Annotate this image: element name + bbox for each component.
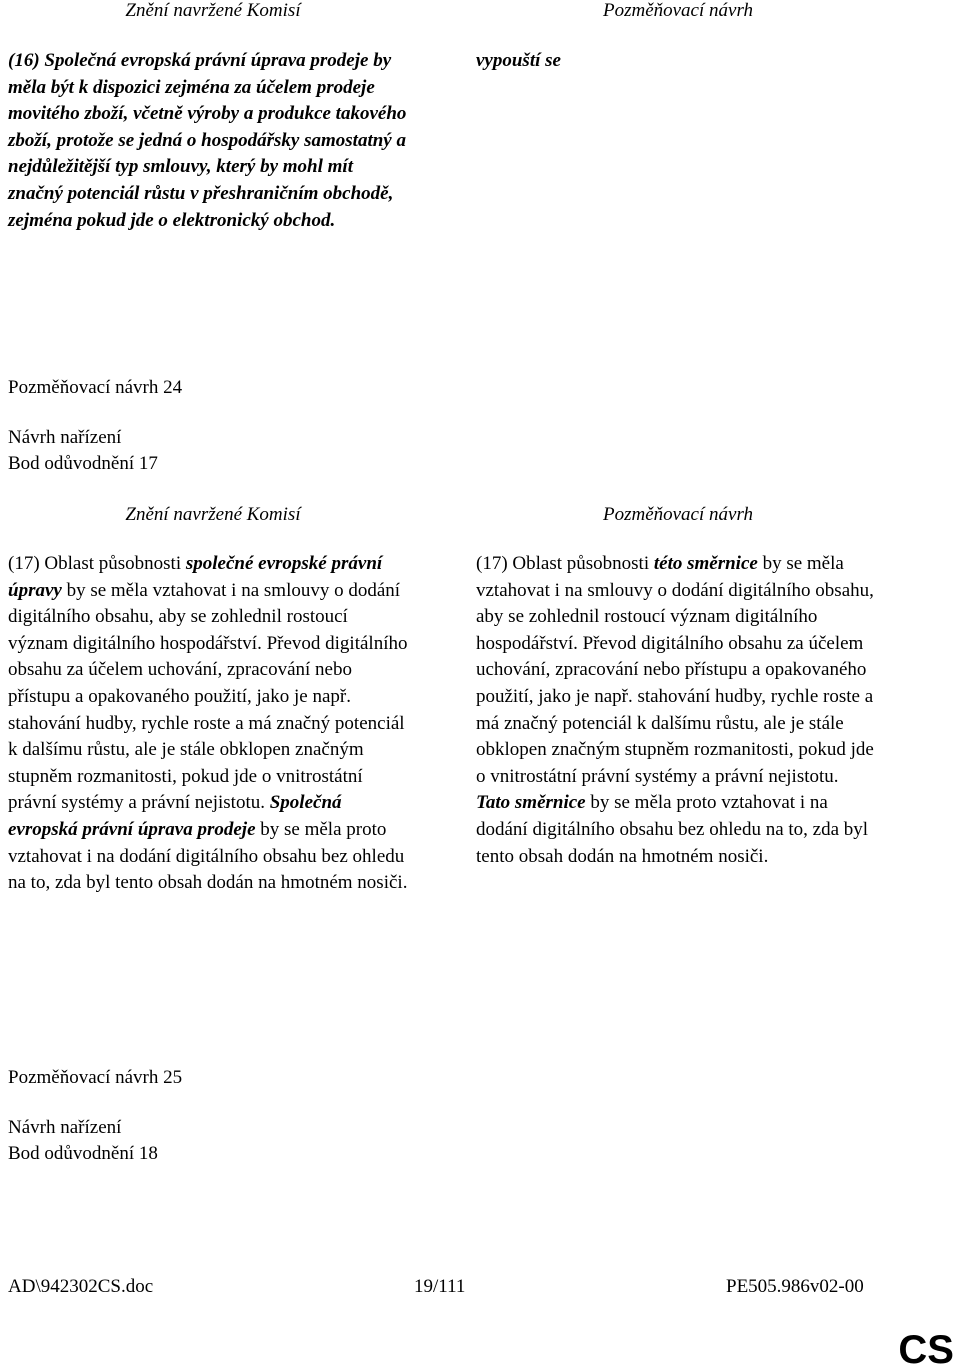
amendment-label: Pozměňovací návrh: [8, 377, 159, 398]
column-header-commission: Znění navržené Komisí: [125, 0, 301, 21]
column-header-amendment: Pozměňovací návrh: [602, 504, 754, 525]
recital-17-amendment-text: [476, 551, 876, 870]
amendment-25-subject: Návrh nařízení: [8, 1117, 122, 1138]
column-header-commission: Znění navržené Komisí: [125, 504, 301, 525]
amendment-25-heading: [8, 1064, 182, 1091]
recital-17-commission-text: [8, 551, 408, 897]
highlighted-change: této směrnice: [653, 553, 758, 574]
highlighted-change: společné evropské právní úpravy: [8, 553, 383, 601]
amendment-25-article: Bod odůvodnění 18: [8, 1143, 158, 1164]
recital-16-commission-text: (16) Společná evropská právní úprava prodeje by měla být k dispozici zejména za účelem prodeje movitého zboží, včetně výroby a produkce takového zboží, protože se jedná o hospodářsky samostatný a nejdůležitější typ smlouvy, který by mohl mít značný potenciál růstu v přeshraničním obchodě, zejména pokud jde o elektronický obchod.: [8, 50, 407, 231]
text-run: by se měla proto vztahovat i na dodání digitálního obsahu bez ohledu na to, zda byl tento obsah dodán na hmotném nosiči.: [476, 792, 869, 867]
recital-16-deleted-text: vypouští se: [476, 50, 561, 71]
amendment-24-heading: [8, 374, 182, 401]
column-header-amendment: Pozměňovací návrh: [602, 0, 754, 21]
amendment-24-subject: Návrh nařízení: [8, 427, 122, 448]
highlighted-change: Tato směrnice: [476, 792, 586, 814]
amendment-number: 24: [163, 377, 183, 398]
footer-doc-reference: AD\942302CS.doc: [8, 1276, 154, 1297]
text-run: (17) Oblast působnosti: [8, 553, 186, 574]
amendment-label: Pozměňovací návrh: [8, 1067, 159, 1088]
highlighted-change: Společná evropská právní úprava prodeje: [8, 792, 342, 840]
amendment-24-article: Bod odůvodnění 17: [8, 453, 158, 474]
language-code: CS: [898, 1328, 954, 1372]
text-run: (17) Oblast působnosti: [476, 553, 654, 574]
footer-pe-reference: PE505.986v02-00: [726, 1276, 864, 1297]
amendment-number: 25: [163, 1067, 183, 1088]
text-run: by se měla proto vztahovat i na dodání digitálního obsahu bez ohledu na to, zda byl tento obsah dodán na hmotném nosiči.: [8, 818, 408, 894]
text-run: by se měla vztahovat i na smlouvy o dodání digitálního obsahu, aby se zohlednil rostoucí význam digitálního hospodářství. Převod digitálního obsahu za účelem uchování, zpracování nebo přístupu a opakovaného použití, jako je např. stahování hudby, rychle roste a má značný potenciál k dalšímu růstu, ale je stále obklopen značným stupněm rozmanitosti, pokud jde o vnitrostátní právní systémy a právní nejistotu.: [8, 579, 408, 814]
text-run: by se měla vztahovat i na smlouvy o dodání digitálního obsahu, aby se zohlednil rostoucí význam digitálního hospodářství. Převod digitálního obsahu za účelem uchování, zpracování nebo přístupu a opakovaného použití, jako je např. stahování hudby, rychle roste a má značný potenciál k dalšímu růstu, ale je stále obklopen značným stupněm rozmanitosti, pokud jde o vnitrostátní právní systémy a právní nejistotu.: [476, 553, 874, 787]
footer-page-number: 19/111: [414, 1276, 466, 1297]
